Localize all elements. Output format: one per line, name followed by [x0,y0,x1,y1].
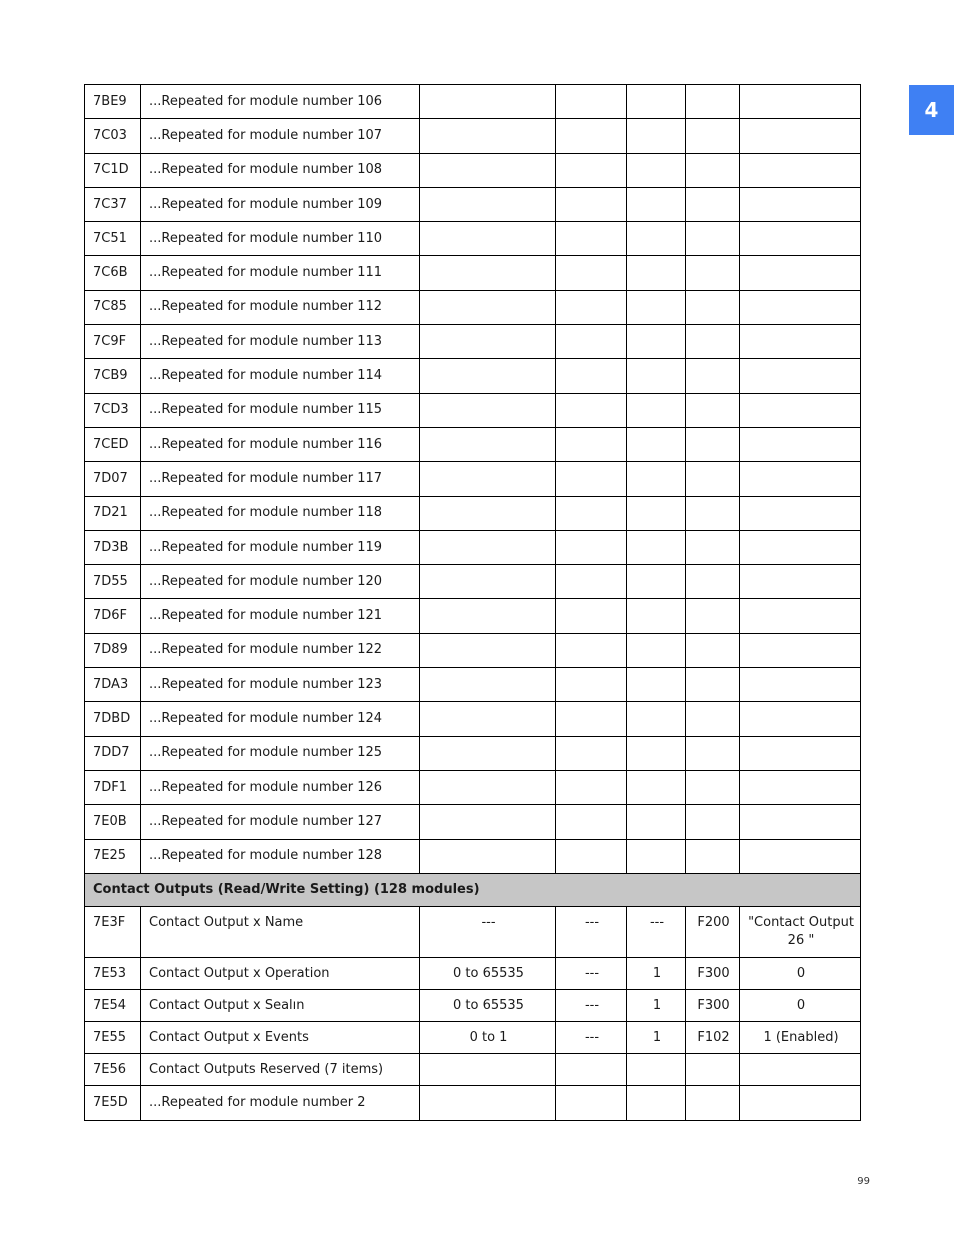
step-cell [627,222,686,256]
units-cell [556,222,627,256]
description-cell: ...Repeated for module number 126 [141,770,420,804]
table-row [85,256,861,290]
units-cell [556,668,627,702]
step-cell [627,839,686,873]
description-cell: ...Repeated for module number 118 [141,496,420,530]
step-cell [627,565,686,599]
address-cell: 7E3F [85,906,141,957]
address-cell: 7D89 [85,633,141,667]
table-row [85,599,861,633]
units-cell [556,633,627,667]
default-cell [740,1053,861,1085]
description-cell: ...Repeated for module number 114 [141,359,420,393]
description-cell: ...Repeated for module number 128 [141,839,420,873]
units-cell [556,805,627,839]
description-cell: ...Repeated for module number 122 [141,633,420,667]
step-cell [627,427,686,461]
table-row [85,153,861,187]
step-cell [627,325,686,359]
format-cell: F102 [686,1021,740,1053]
step-cell [627,119,686,153]
address-cell: 7D3B [85,530,141,564]
range-cell [420,805,556,839]
default-cell [740,736,861,770]
table-row [85,462,861,496]
description-cell: ...Repeated for module number 127 [141,805,420,839]
format-cell [686,1053,740,1085]
format-cell [686,496,740,530]
range-cell [420,496,556,530]
table-row [85,633,861,667]
default-cell [740,633,861,667]
step-cell [627,393,686,427]
format-cell [686,222,740,256]
units-cell [556,770,627,804]
section-header: Contact Outputs (Read/Write Setting) (128 modules) [85,873,861,906]
range-cell [420,565,556,599]
format-cell: F300 [686,989,740,1021]
format-cell [686,633,740,667]
description-cell: ...Repeated for module number 106 [141,85,420,119]
range-cell [420,427,556,461]
format-cell [686,153,740,187]
step-cell: 1 [627,957,686,989]
default-cell [740,1085,861,1120]
page-number: 99 [857,1176,870,1187]
table-row [85,496,861,530]
format-cell [686,530,740,564]
default-cell: 0 [740,957,861,989]
table-row [85,85,861,119]
address-cell: 7DA3 [85,668,141,702]
range-cell: --- [420,906,556,957]
units-cell [556,1053,627,1085]
step-cell [627,359,686,393]
format-cell [686,805,740,839]
units-cell [556,462,627,496]
address-cell: 7E54 [85,989,141,1021]
range-cell [420,187,556,221]
units-cell [556,530,627,564]
units-cell [556,565,627,599]
default-cell [740,187,861,221]
default-cell [740,256,861,290]
table-row [85,957,861,989]
description-cell: ...Repeated for module number 123 [141,668,420,702]
step-cell [627,530,686,564]
step-cell [627,85,686,119]
format-cell [686,119,740,153]
table-row [85,736,861,770]
units-cell: --- [556,906,627,957]
range-cell [420,702,556,736]
format-cell [686,325,740,359]
format-cell: F300 [686,957,740,989]
default-cell: 0 [740,989,861,1021]
format-cell [686,290,740,324]
range-cell [420,1053,556,1085]
default-cell [740,839,861,873]
description-cell: Contact Output x Operation [141,957,420,989]
format-cell [686,1085,740,1120]
default-cell: 1 (Enabled) [740,1021,861,1053]
description-cell: ...Repeated for module number 109 [141,187,420,221]
units-cell [556,599,627,633]
range-cell [420,1085,556,1120]
units-cell [556,702,627,736]
format-cell [686,668,740,702]
range-cell [420,736,556,770]
range-cell [420,530,556,564]
step-cell [627,633,686,667]
units-cell [556,325,627,359]
format-cell [686,702,740,736]
range-cell: 0 to 65535 [420,957,556,989]
description-cell: ...Repeated for module number 112 [141,290,420,324]
range-cell [420,256,556,290]
step-cell [627,702,686,736]
range-cell [420,359,556,393]
range-cell [420,325,556,359]
units-cell: --- [556,989,627,1021]
address-cell: 7C9F [85,325,141,359]
address-cell: 7C1D [85,153,141,187]
address-cell: 7E56 [85,1053,141,1085]
units-cell: --- [556,1021,627,1053]
default-cell [740,770,861,804]
format-cell [686,839,740,873]
address-cell: 7D07 [85,462,141,496]
range-cell: 0 to 65535 [420,989,556,1021]
table-row [85,1021,861,1053]
range-cell [420,599,556,633]
range-cell [420,462,556,496]
table-row [85,427,861,461]
table-row [85,222,861,256]
address-cell: 7E53 [85,957,141,989]
format-cell [686,187,740,221]
address-cell: 7CED [85,427,141,461]
format-cell [686,359,740,393]
default-cell [740,427,861,461]
step-cell [627,256,686,290]
format-cell [686,736,740,770]
default-cell [740,359,861,393]
step-cell [627,668,686,702]
default-cell [740,462,861,496]
step-cell [627,153,686,187]
format-cell [686,770,740,804]
units-cell: --- [556,957,627,989]
default-cell [740,119,861,153]
repeated-rows [85,85,861,874]
format-cell [686,256,740,290]
step-cell [627,1085,686,1120]
range-cell: 0 to 1 [420,1021,556,1053]
description-cell: ...Repeated for module number 124 [141,702,420,736]
description-cell: Contact Outputs Reserved (7 items) [141,1053,420,1085]
range-cell [420,119,556,153]
table-row [85,805,861,839]
units-cell [556,256,627,290]
format-cell: F200 [686,906,740,957]
units-cell [556,839,627,873]
units-cell [556,736,627,770]
range-cell [420,633,556,667]
default-cell [740,85,861,119]
format-cell [686,85,740,119]
range-cell [420,668,556,702]
table-row [85,839,861,873]
default-cell [740,805,861,839]
address-cell: 7DD7 [85,736,141,770]
table-row [85,325,861,359]
description-cell: ...Repeated for module number 117 [141,462,420,496]
description-cell: Contact Output x Name [141,906,420,957]
table-row [85,290,861,324]
units-cell [556,359,627,393]
table-row [85,393,861,427]
address-cell: 7DBD [85,702,141,736]
description-cell: ...Repeated for module number 108 [141,153,420,187]
units-cell [556,119,627,153]
chapter-tab: 4 [909,85,954,135]
section-header-row [85,873,861,906]
default-cell [740,393,861,427]
address-cell: 7E5D [85,1085,141,1120]
format-cell [686,393,740,427]
default-cell [740,599,861,633]
step-cell [627,496,686,530]
range-cell [420,770,556,804]
range-cell [420,153,556,187]
address-cell: 7C85 [85,290,141,324]
address-cell: 7C03 [85,119,141,153]
step-cell [627,770,686,804]
units-cell [556,153,627,187]
table-row [85,1053,861,1085]
range-cell [420,290,556,324]
step-cell: 1 [627,989,686,1021]
description-cell: ...Repeated for module number 120 [141,565,420,599]
address-cell: 7C6B [85,256,141,290]
range-cell [420,222,556,256]
address-cell: 7BE9 [85,85,141,119]
address-cell: 7DF1 [85,770,141,804]
default-cell [740,222,861,256]
default-cell [740,496,861,530]
description-cell: ...Repeated for module number 121 [141,599,420,633]
description-cell: ...Repeated for module number 113 [141,325,420,359]
table-row [85,770,861,804]
default-cell [740,530,861,564]
detail-rows [85,906,861,1120]
address-cell: 7E55 [85,1021,141,1053]
description-cell: ...Repeated for module number 111 [141,256,420,290]
table-row [85,530,861,564]
address-cell: 7C51 [85,222,141,256]
range-cell [420,393,556,427]
default-cell [740,565,861,599]
address-cell: 7CD3 [85,393,141,427]
description-cell: Contact Output x Events [141,1021,420,1053]
address-cell: 7C37 [85,187,141,221]
table-row [85,187,861,221]
step-cell [627,599,686,633]
default-cell [740,668,861,702]
table-row [85,668,861,702]
table-row [85,906,861,957]
units-cell [556,85,627,119]
address-cell: 7CB9 [85,359,141,393]
address-cell: 7D55 [85,565,141,599]
description-cell: ...Repeated for module number 119 [141,530,420,564]
range-cell [420,85,556,119]
address-cell: 7D21 [85,496,141,530]
default-cell: "Contact Output 26 " [740,906,861,957]
step-cell [627,290,686,324]
description-cell: ...Repeated for module number 2 [141,1085,420,1120]
description-cell: ...Repeated for module number 116 [141,427,420,461]
default-cell [740,702,861,736]
units-cell [556,427,627,461]
step-cell [627,736,686,770]
address-cell: 7E25 [85,839,141,873]
address-cell: 7E0B [85,805,141,839]
format-cell [686,427,740,461]
table-row [85,359,861,393]
table-row [85,702,861,736]
format-cell [686,565,740,599]
table-row [85,119,861,153]
units-cell [556,187,627,221]
units-cell [556,496,627,530]
address-cell: 7D6F [85,599,141,633]
table-row [85,989,861,1021]
description-cell: ...Repeated for module number 107 [141,119,420,153]
default-cell [740,153,861,187]
step-cell: --- [627,906,686,957]
description-cell: Contact Output x Sealın [141,989,420,1021]
register-table [84,84,861,1121]
step-cell [627,462,686,496]
description-cell: ...Repeated for module number 125 [141,736,420,770]
format-cell [686,599,740,633]
table-row [85,565,861,599]
format-cell [686,462,740,496]
step-cell [627,187,686,221]
default-cell [740,325,861,359]
default-cell [740,290,861,324]
units-cell [556,290,627,324]
units-cell [556,393,627,427]
table-row [85,1085,861,1120]
step-cell [627,805,686,839]
description-cell: ...Repeated for module number 110 [141,222,420,256]
range-cell [420,839,556,873]
step-cell [627,1053,686,1085]
step-cell: 1 [627,1021,686,1053]
units-cell [556,1085,627,1120]
description-cell: ...Repeated for module number 115 [141,393,420,427]
